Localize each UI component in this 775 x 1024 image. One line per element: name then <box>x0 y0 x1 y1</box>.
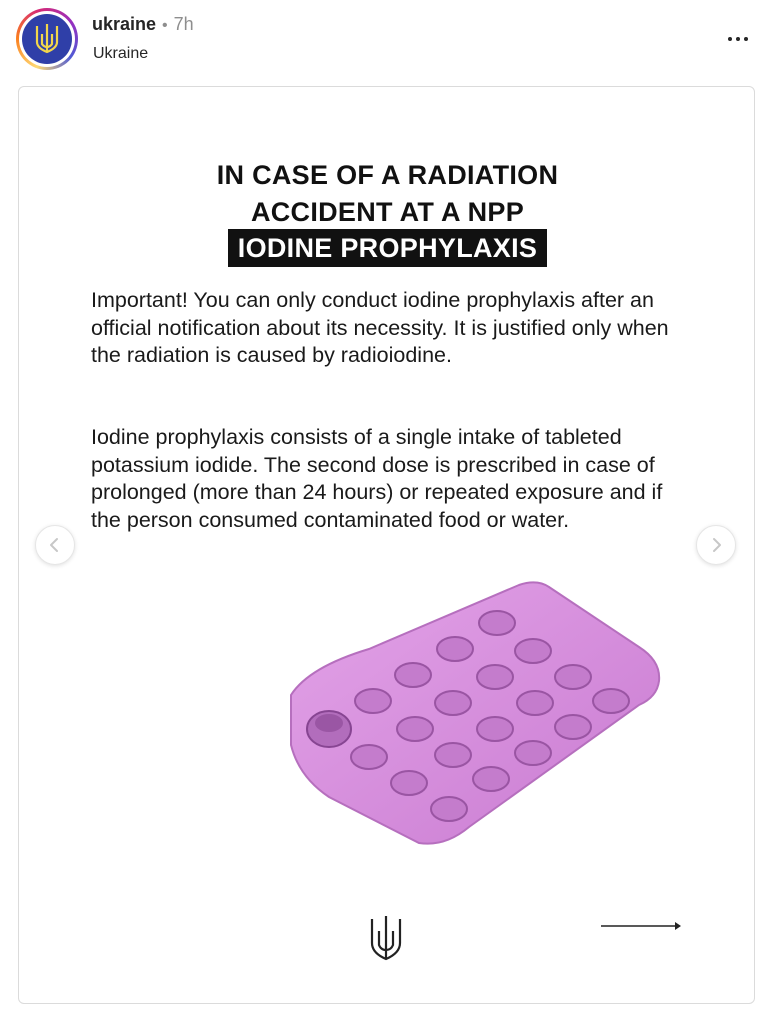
chevron-left-icon <box>48 537 62 553</box>
slide-headline <box>19 157 755 231</box>
highlight-label: IODINE PROPHYLAXIS <box>228 229 547 267</box>
username-link[interactable]: ukraine <box>92 14 157 34</box>
more-options-button[interactable] <box>718 28 758 50</box>
avatar[interactable] <box>22 14 72 64</box>
paragraph-important: Important! You can only conduct iodine prophylaxis after an official notification about its necessity. It is justified only when the radiation is caused by radioiodine. <box>91 288 669 367</box>
more-options-icon <box>728 37 732 41</box>
avatar-frame <box>19 11 75 67</box>
carousel-prev-button[interactable] <box>35 525 75 565</box>
headline-line-1: IN CASE OF A RADIATION <box>216 160 559 190</box>
username-row <box>92 14 194 35</box>
trident-icon <box>34 22 60 56</box>
chevron-right-icon <box>709 537 723 553</box>
post-header <box>0 0 775 80</box>
location-link[interactable]: Ukraine <box>93 45 149 62</box>
post-time[interactable]: 7h <box>173 14 194 34</box>
carousel-next-button[interactable] <box>696 525 736 565</box>
story-ring[interactable] <box>16 8 78 70</box>
post-media[interactable] <box>18 86 755 1004</box>
highlight-row <box>19 229 755 267</box>
more-options-icon <box>744 37 748 41</box>
headline-line-2: ACCIDENT AT A NPP <box>250 197 525 227</box>
separator-dot: • <box>162 17 168 34</box>
trident-icon <box>369 913 403 963</box>
arrow-right-icon <box>599 919 685 933</box>
more-options-icon <box>736 37 740 41</box>
pill-blister-icon <box>269 577 669 867</box>
paragraph-dosage: Iodine prophylaxis consists of a single intake of tableted potassium iodide. The second dose is prescribed in case of prolonged (more than 24 hours) or repeated exposure and if the person consumed contaminated food or water. <box>91 425 663 532</box>
